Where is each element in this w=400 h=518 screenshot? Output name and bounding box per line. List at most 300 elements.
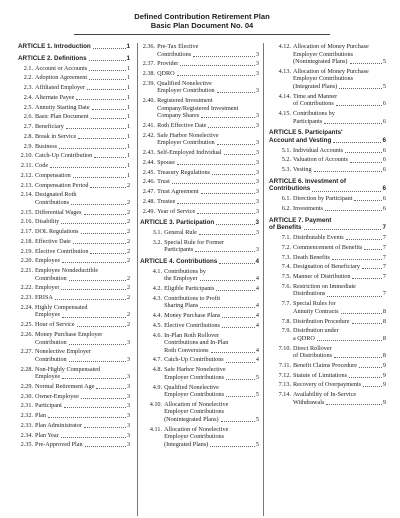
- page-number: 4: [255, 257, 260, 265]
- entry-title: Distributable Events: [293, 234, 344, 242]
- toc-section-entry[interactable]: [140, 322, 259, 330]
- toc-section-entry[interactable]: [18, 94, 130, 102]
- toc-section-entry[interactable]: [140, 97, 259, 120]
- toc-section-entry[interactable]: [18, 123, 130, 131]
- section-number: 2.4.: [23, 93, 33, 101]
- toc-section-entry[interactable]: [18, 284, 130, 292]
- entry-title: Money Purchase Plans: [164, 312, 221, 320]
- toc-section-entry[interactable]: [269, 263, 386, 271]
- page-number: 2: [126, 218, 131, 226]
- entry-title: ARTICLE 2. Definitions: [18, 54, 87, 62]
- toc-section-entry[interactable]: [269, 43, 386, 66]
- toc-section-entry[interactable]: [269, 68, 386, 91]
- section-number: 2.29.: [20, 382, 33, 390]
- toc-section-entry[interactable]: [140, 285, 259, 293]
- entry-title: Account or Accounts: [35, 64, 88, 72]
- page-number: 3: [255, 168, 260, 176]
- leader-dots: [76, 99, 126, 100]
- entry-title: Investments: [293, 205, 323, 213]
- page-number: 3: [255, 112, 260, 120]
- section-number: 7.13.: [278, 381, 292, 389]
- toc-section-entry[interactable]: [18, 257, 130, 265]
- toc-section-entry[interactable]: [140, 268, 259, 283]
- toc-article-entry[interactable]: [18, 43, 130, 51]
- section-number: 2.18.: [20, 237, 33, 245]
- toc-section-entry[interactable]: [269, 244, 386, 252]
- toc-section-entry[interactable]: [140, 132, 259, 147]
- toc-section-entry[interactable]: [18, 393, 130, 401]
- leader-dots: [341, 313, 382, 314]
- toc-section-entry[interactable]: [18, 84, 130, 92]
- toc-article-entry[interactable]: [269, 217, 386, 232]
- toc-section-entry[interactable]: [18, 321, 130, 329]
- section-number: 4.3.: [152, 294, 163, 302]
- toc-section-entry[interactable]: [18, 304, 130, 319]
- toc-section-entry[interactable]: [18, 182, 130, 190]
- toc-section-entry[interactable]: [18, 113, 130, 121]
- leader-dots: [84, 214, 126, 215]
- page-number: 9: [382, 398, 386, 406]
- toc-section-entry[interactable]: [140, 178, 259, 186]
- entry-title: Adoption Agreement: [35, 74, 88, 82]
- entry-title: Qualified Nonelective: [164, 383, 219, 391]
- leader-dots: [55, 299, 126, 300]
- page-number: 4: [255, 275, 260, 283]
- entry-title: Highly Compensated: [35, 303, 88, 311]
- section-number: 2.3.: [23, 84, 33, 92]
- entry-title: Contributions and In-Plan: [164, 339, 229, 347]
- toc-section-entry[interactable]: [18, 383, 130, 391]
- entry-title: Manner of Distribution: [293, 273, 351, 281]
- toc-section-entry[interactable]: [140, 239, 259, 254]
- toc-section-entry[interactable]: [269, 156, 386, 164]
- toc-section-entry[interactable]: [18, 209, 130, 217]
- page-number: 3: [126, 373, 131, 381]
- entry-title: Participant: [35, 402, 62, 410]
- toc-section-entry[interactable]: [18, 104, 130, 112]
- entry-title: Qualified Nonelective: [157, 79, 212, 87]
- toc-section-entry[interactable]: [18, 441, 130, 449]
- leader-dots: [85, 446, 126, 447]
- page-number: 1: [126, 152, 131, 160]
- leader-dots: [201, 193, 255, 194]
- section-number: 2.25.: [20, 321, 33, 329]
- entry-title: of Benefits: [269, 224, 302, 232]
- page-number: 3: [255, 197, 260, 205]
- page-number: 1: [126, 132, 131, 140]
- section-number: 2.31.: [20, 402, 33, 410]
- leader-dots: [87, 89, 126, 90]
- toc-section-entry[interactable]: [140, 426, 259, 449]
- toc-section-entry[interactable]: [269, 110, 386, 125]
- page-number: 8: [382, 334, 386, 342]
- leader-dots: [364, 249, 381, 250]
- entry-title: Employer Contributions: [164, 373, 225, 381]
- entry-title: Break in Service: [35, 132, 77, 140]
- entry-title: (Integrated Plans): [293, 83, 338, 90]
- toc-section-entry[interactable]: [269, 318, 386, 326]
- leader-dots: [304, 229, 382, 230]
- page-number: 8: [382, 307, 386, 315]
- entry-title: Participants: [293, 117, 323, 125]
- entry-title: Hour of Service: [35, 321, 75, 329]
- section-number: 2.7.: [23, 123, 33, 131]
- leader-dots: [211, 352, 255, 353]
- leader-dots: [91, 118, 126, 119]
- page-number: 1: [126, 43, 131, 50]
- entry-title: Contributions by: [164, 267, 206, 275]
- leader-dots: [92, 109, 126, 110]
- page-number: 8: [382, 317, 386, 325]
- page-number: 4: [255, 302, 260, 310]
- leader-dots: [62, 262, 126, 263]
- page-number: 7: [382, 243, 386, 251]
- page-number: 6: [382, 117, 386, 125]
- section-number: 2.49.: [142, 207, 156, 215]
- toc-section-entry[interactable]: [140, 188, 259, 196]
- page-number: 1: [126, 162, 131, 170]
- toc-section-entry[interactable]: [18, 228, 130, 236]
- leader-dots: [73, 177, 126, 178]
- toc-section-entry[interactable]: [140, 295, 259, 310]
- leader-dots: [81, 398, 126, 399]
- column-divider: [137, 43, 138, 516]
- page-number: 3: [126, 392, 131, 400]
- leader-dots: [94, 157, 126, 158]
- section-number: 7.8.: [281, 317, 292, 325]
- page-number: 3: [126, 421, 131, 429]
- page-number: 3: [255, 87, 260, 95]
- page-number: 2: [126, 284, 131, 292]
- page-number: 3: [255, 228, 260, 236]
- toc-section-entry[interactable]: [18, 294, 130, 302]
- entry-title: Safe Harbor Nonelective: [157, 131, 219, 139]
- page-number: 5: [255, 415, 260, 423]
- toc-section-entry[interactable]: [269, 300, 386, 315]
- section-number: 2.16.: [20, 218, 33, 226]
- toc-section-entry[interactable]: [18, 191, 130, 206]
- toc-section-entry[interactable]: [269, 381, 386, 389]
- toc-section-entry[interactable]: [269, 205, 386, 213]
- section-number: 2.12.: [20, 171, 33, 179]
- entry-title: General Rule: [164, 228, 197, 236]
- section-number: 7.1.: [281, 234, 292, 242]
- section-number: 5.2.: [281, 156, 292, 164]
- toc-section-entry[interactable]: [18, 65, 130, 73]
- toc-section-entry[interactable]: [269, 93, 386, 108]
- toc-section-entry[interactable]: [140, 43, 259, 58]
- toc-section-entry[interactable]: [269, 234, 386, 242]
- entry-title: Elective Contribution: [35, 247, 89, 255]
- leader-dots: [216, 224, 254, 225]
- page-number: 6: [382, 205, 386, 213]
- leader-dots: [345, 152, 382, 153]
- toc-section-entry[interactable]: [140, 60, 259, 68]
- toc-section-entry[interactable]: [18, 133, 130, 141]
- section-number: 2.33.: [20, 421, 33, 429]
- page-number: 7: [382, 273, 386, 281]
- toc-section-entry[interactable]: [18, 74, 130, 82]
- column-divider: [263, 43, 264, 516]
- toc-section-entry[interactable]: [140, 366, 259, 381]
- leader-dots: [226, 379, 255, 380]
- entry-title: Sharing Plans: [164, 302, 199, 310]
- toc-section-entry[interactable]: [18, 218, 130, 226]
- entry-title: ARTICLE 1. Introduction: [18, 43, 91, 50]
- page-number: 1: [126, 54, 131, 62]
- page-number: 6: [382, 146, 386, 154]
- entry-title: Distributions: [293, 290, 326, 298]
- section-number: 2.37.: [142, 60, 156, 68]
- toc-section-entry[interactable]: [140, 208, 259, 216]
- leader-dots: [66, 128, 126, 129]
- entry-title: Employer Contributions: [293, 75, 353, 83]
- leader-dots: [61, 289, 126, 290]
- page-number: 2: [126, 208, 131, 216]
- leader-dots: [201, 117, 255, 118]
- section-number: 2.17.: [20, 228, 33, 236]
- entry-title: Pre-Tax Elective: [157, 43, 199, 50]
- document-title: Defined Contribution Retirement Plan: [134, 12, 270, 21]
- page-number: 7: [382, 224, 386, 232]
- leader-dots: [71, 204, 126, 205]
- entry-title: Company/Registered Investment: [157, 104, 239, 112]
- toc-section-entry[interactable]: [269, 391, 386, 406]
- document-subtitle: Basic Plan Document No. 04: [150, 21, 254, 31]
- page-number: 5: [255, 391, 260, 399]
- page-number: 3: [126, 338, 131, 346]
- page-number: 1: [126, 142, 131, 150]
- entry-title: Treasury Regulations: [157, 168, 210, 176]
- toc-section-entry[interactable]: [18, 248, 130, 256]
- leader-dots: [333, 142, 381, 143]
- page-number: 2: [126, 321, 131, 329]
- entry-title: a QDRO: [293, 334, 315, 342]
- page-number: 3: [126, 412, 131, 420]
- leader-dots: [217, 92, 255, 93]
- section-number: 7.6.: [281, 282, 292, 290]
- leader-dots: [312, 191, 381, 192]
- entry-title: Compensation Period: [35, 181, 89, 189]
- toc-section-entry[interactable]: [269, 166, 386, 174]
- section-number: 4.13.: [278, 67, 292, 75]
- section-number: 3.1.: [152, 228, 163, 236]
- entry-title: Annuity Contracts: [293, 307, 339, 315]
- section-number: 2.40.: [142, 97, 156, 105]
- toc-section-entry[interactable]: [140, 149, 259, 157]
- page-number: 2: [126, 294, 131, 302]
- entry-title: Contribution: [35, 338, 67, 346]
- page-number: 2: [126, 237, 131, 245]
- section-number: 2.13.: [20, 181, 33, 189]
- section-number: 2.20.: [20, 257, 33, 265]
- entry-title: ERISA: [35, 294, 53, 302]
- page-number: 5: [382, 83, 386, 90]
- entry-title: Catch-Up Contributions: [164, 356, 224, 364]
- leader-dots: [326, 404, 382, 405]
- page-number: 2: [126, 181, 131, 189]
- toc-section-entry[interactable]: [269, 254, 386, 262]
- section-number: 5.1.: [281, 146, 292, 154]
- leader-dots: [48, 417, 126, 418]
- entry-title: Employer Contribution: [157, 139, 215, 147]
- leader-dots: [89, 60, 126, 61]
- page-number: 3: [255, 219, 260, 227]
- toc-section-entry[interactable]: [269, 273, 386, 281]
- toc-section-entry[interactable]: [269, 195, 386, 203]
- section-number: 4.10.: [149, 400, 163, 408]
- entry-title: Nonelective Employer: [35, 348, 91, 356]
- toc-section-entry[interactable]: [269, 327, 386, 342]
- entry-title: Elective Contributions: [164, 321, 220, 329]
- leader-dots: [61, 437, 126, 438]
- section-number: 2.48.: [142, 197, 156, 205]
- toc-section-entry[interactable]: [140, 332, 259, 355]
- entry-title: Registered Investment: [157, 97, 213, 105]
- leader-dots: [50, 167, 126, 168]
- entry-title: Contributions: [269, 185, 311, 193]
- entry-title: Restriction on Immediate: [293, 282, 356, 290]
- entry-title: Contributions by: [293, 110, 335, 118]
- entry-title: (Integrated Plans): [164, 440, 209, 448]
- entry-title: Special Rules for: [293, 300, 336, 308]
- entry-title: Spouse: [157, 158, 175, 166]
- page-number: 2: [126, 274, 131, 282]
- page-number: 3: [126, 431, 131, 439]
- toc-section-entry[interactable]: [140, 356, 259, 364]
- entry-title: Individual Accounts: [293, 146, 344, 154]
- toc-section-entry[interactable]: [18, 412, 130, 420]
- page-number: 5: [382, 58, 386, 66]
- page-number: 3: [255, 158, 260, 166]
- page-number: 5: [255, 373, 260, 381]
- page-number: 6: [382, 195, 386, 203]
- leader-dots: [177, 203, 255, 204]
- toc-section-entry[interactable]: [18, 152, 130, 160]
- toc-section-entry[interactable]: [18, 432, 130, 440]
- section-number: 7.7.: [281, 300, 292, 308]
- toc-section-entry[interactable]: [269, 147, 386, 155]
- entry-title: Participants: [164, 246, 194, 254]
- leader-dots: [89, 70, 126, 71]
- toc-article-entry[interactable]: [269, 129, 386, 144]
- toc-article-entry[interactable]: [18, 55, 130, 63]
- page-number: 2: [126, 247, 131, 255]
- toc-section-entry[interactable]: [18, 238, 130, 246]
- section-number: 2.34.: [20, 431, 33, 439]
- leader-dots: [77, 326, 126, 327]
- toc-section-entry[interactable]: [140, 229, 259, 237]
- section-number: 4.11.: [149, 425, 163, 433]
- leader-dots: [200, 307, 255, 308]
- page-number: 3: [255, 149, 260, 157]
- leader-dots: [69, 344, 126, 345]
- page-number: 1: [126, 171, 131, 179]
- section-number: 2.23.: [20, 294, 33, 302]
- toc-section-entry[interactable]: [140, 169, 259, 177]
- entry-title: Time and Manner: [293, 92, 338, 100]
- toc-section-entry[interactable]: [269, 362, 386, 370]
- leader-dots: [352, 323, 382, 324]
- toc-columns: [18, 43, 386, 516]
- entry-title: Valuation of Accounts: [293, 156, 349, 164]
- toc-article-entry[interactable]: [269, 178, 386, 193]
- section-number: 2.24.: [20, 303, 33, 311]
- toc-section-entry[interactable]: [18, 422, 130, 430]
- leader-dots: [332, 259, 382, 260]
- entry-title: Beneficiary: [35, 123, 64, 131]
- toc-column-2: [140, 43, 259, 516]
- section-number: 2.5.: [23, 103, 33, 111]
- toc-section-entry[interactable]: [140, 159, 259, 167]
- entry-title: ARTICLE 6. Investment of: [269, 177, 346, 185]
- toc-section-entry[interactable]: [140, 384, 259, 399]
- toc-section-entry[interactable]: [140, 401, 259, 424]
- toc-section-entry[interactable]: [18, 331, 130, 346]
- toc-article-entry[interactable]: [140, 219, 259, 227]
- entry-title: Employee Nondeductible: [35, 267, 99, 275]
- page-number: 3: [255, 50, 260, 58]
- section-number: 4.14.: [278, 92, 292, 100]
- section-number: 4.5.: [152, 321, 163, 329]
- toc-section-entry[interactable]: [18, 162, 130, 170]
- leader-dots: [62, 378, 126, 379]
- leader-dots: [363, 386, 382, 387]
- entry-title: Employee: [35, 257, 61, 265]
- entry-title: QDRO: [157, 70, 175, 78]
- entry-title: Distribution Procedure: [293, 317, 350, 325]
- page-number: 2: [126, 198, 131, 206]
- section-number: 2.8.: [23, 132, 33, 140]
- toc-section-entry[interactable]: [18, 143, 130, 151]
- toc-section-entry[interactable]: [140, 80, 259, 95]
- section-number: 2.14.: [20, 191, 33, 199]
- entry-title: Roth Effective Date: [157, 122, 207, 129]
- page-number: 3: [255, 70, 260, 78]
- section-number: 2.35.: [20, 441, 33, 449]
- toc-section-entry[interactable]: [140, 70, 259, 78]
- entry-title: Employee: [35, 373, 61, 381]
- leader-dots: [96, 388, 126, 389]
- section-number: 4.4.: [152, 312, 163, 320]
- page-number: 3: [255, 207, 260, 215]
- toc-section-entry[interactable]: [269, 283, 386, 298]
- section-number: 2.1.: [23, 64, 33, 72]
- entry-title: ARTICLE 3. Participation: [140, 219, 215, 227]
- toc-section-entry[interactable]: [18, 402, 130, 410]
- toc-section-entry[interactable]: [269, 345, 386, 360]
- toc-section-entry[interactable]: [140, 122, 259, 130]
- page-number: 3: [255, 139, 260, 147]
- toc-section-entry[interactable]: [18, 348, 130, 363]
- section-number: 6.1.: [281, 195, 292, 203]
- toc-section-entry[interactable]: [269, 372, 386, 380]
- toc-section-entry[interactable]: [140, 312, 259, 320]
- toc-section-entry[interactable]: [140, 198, 259, 206]
- entry-title: Affiliated Employer: [35, 84, 85, 92]
- entry-title: Death Benefits: [293, 253, 330, 261]
- leader-dots: [172, 183, 255, 184]
- toc-section-entry[interactable]: [18, 172, 130, 180]
- leader-dots: [78, 138, 126, 139]
- entry-title: Employer Contribution: [157, 87, 215, 95]
- toc-section-entry[interactable]: [18, 366, 130, 381]
- toc-section-entry[interactable]: [18, 267, 130, 282]
- page-number: 4: [255, 312, 260, 320]
- entry-title: Compensation: [35, 171, 71, 179]
- section-number: 7.3.: [281, 253, 292, 261]
- toc-article-entry[interactable]: [140, 258, 259, 266]
